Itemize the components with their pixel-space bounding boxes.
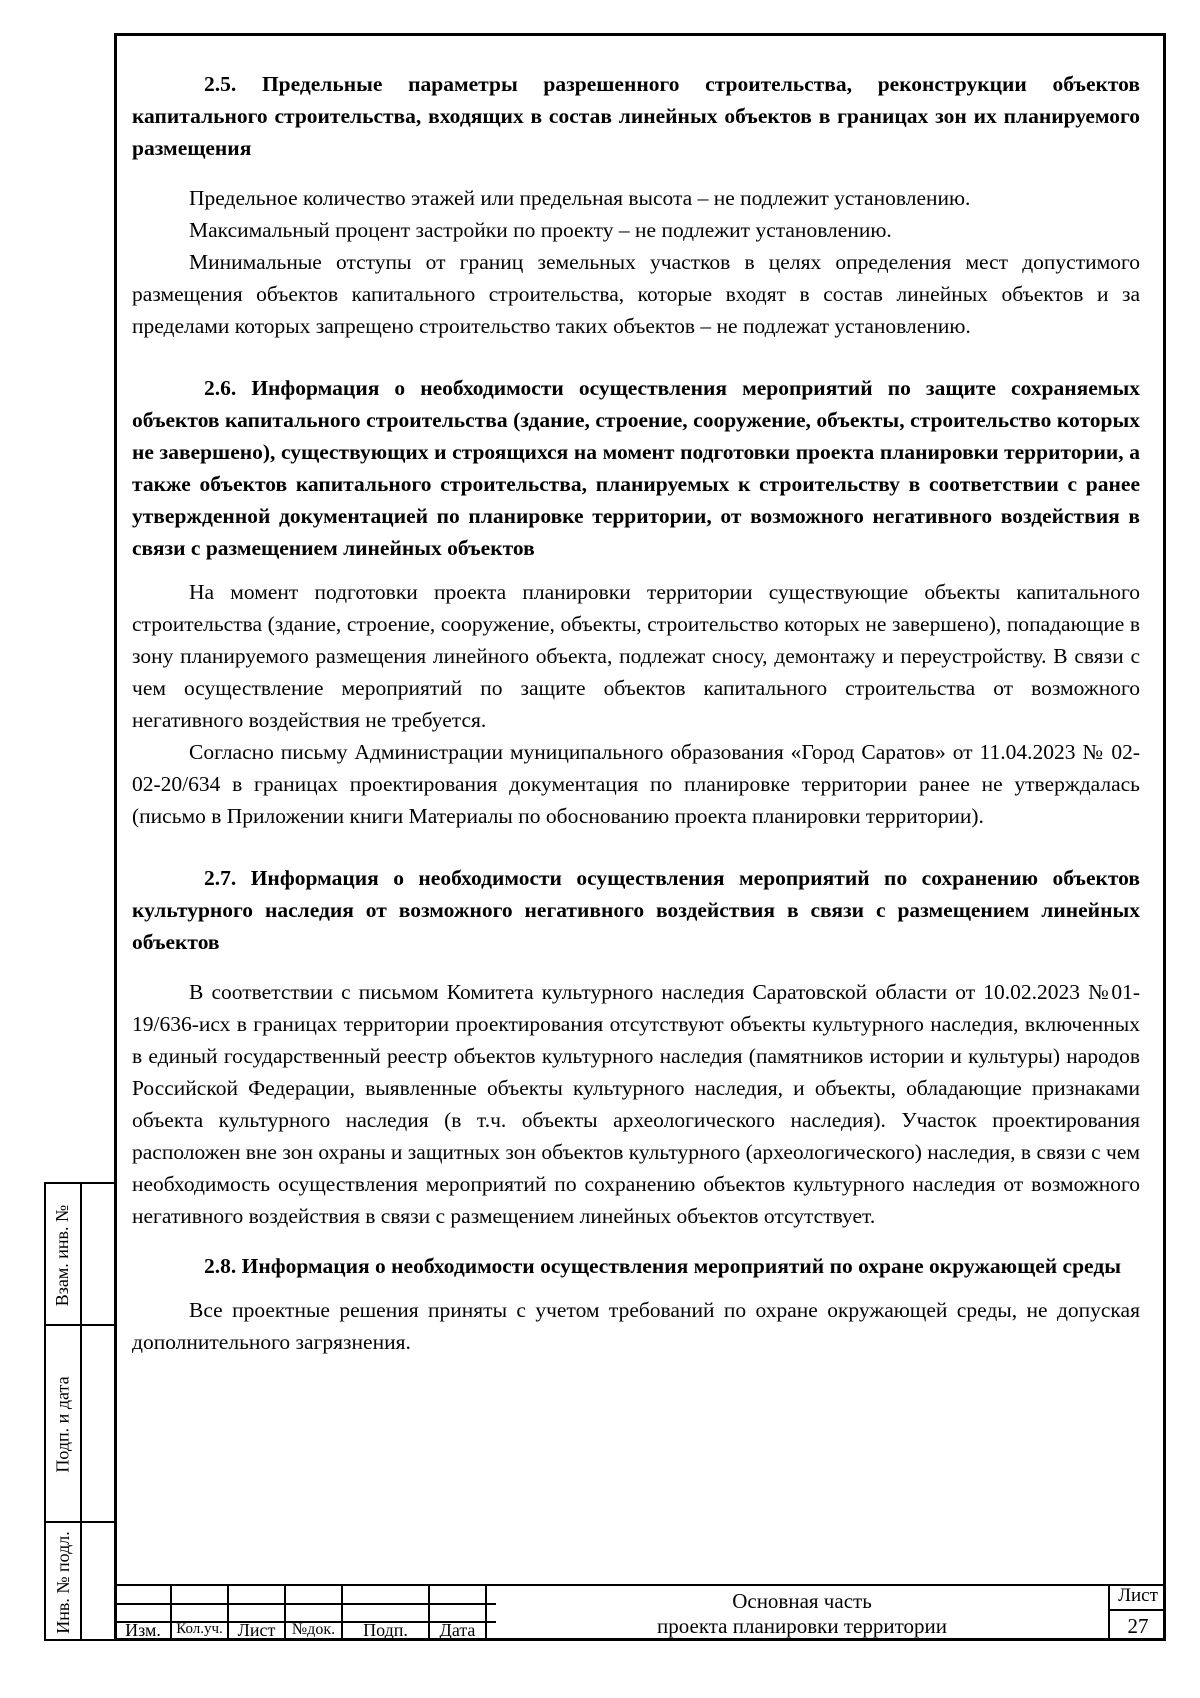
col-izm: Изм.: [125, 1620, 161, 1640]
title-line-2: проекта планировки территории: [657, 1614, 947, 1638]
document-body: [132, 68, 1140, 1358]
title-block: [114, 1584, 1166, 1641]
title-line-1: Основная часть: [732, 1589, 872, 1613]
paragraph: В соответствии с письмом Комитета культурного наследия Саратовской области от 10.02.2023 №01-19/636-исх в границах территории проектирования отсутствуют объекты культурного наследия, включенных в единый государственный реестр объектов культурного наследия (памятников истории и культуры) народов Российской Федерации, выявленные объекты культурного наследия, и объекты, обладающие признаками объекта культурного наследия (в т.ч. объекты археологического наследия). Участок проектирования расположен вне зон охраны и защитных зон объектов культурного (археологического) наследия, в связи с чем необходимость осуществления мероприятий по сохранению объектов культурного наследия от возможного негативного воздействия в связи с размещением линейных объектов отсутствует.: [132, 980, 1140, 1228]
paragraph: Минимальные отступы от границ земельных участков в целях определения мест допустимого размещения объектов капитального строительства, которые входят в состав линейных объектов и за пределами которых запрещено строительство таких объектов – не подлежат установлению.: [132, 250, 1140, 338]
side-stamp-inv: Инв. № подл.: [52, 1530, 73, 1634]
paragraph: Максимальный процент застройки по проекту – не подлежит установлению.: [189, 218, 892, 242]
paragraph: Предельное количество этажей или предельная высота – не подлежит установлению.: [189, 186, 971, 210]
side-stamp-podp: Подп. и дата: [52, 1376, 73, 1473]
sheet-label: Лист: [1118, 1585, 1158, 1606]
section-heading-2-8: 2.8. Информация о необходимости осуществления мероприятий по охране окружающей среды: [204, 1254, 1121, 1278]
title-block-line: [485, 1584, 487, 1641]
paragraph: На момент подготовки проекта планировки территории существующие объекты капитального строительства (здание, строение, сооружение, объекты, строительство которых не завершено), попадающие в зону планируемого размещения линейного объекта, подлежат сносу, демонтажу и переустройству. В связи с чем осуществление мероприятий по защите объектов капитального строительства от возможного негативного воздействия не требуется.: [132, 580, 1140, 732]
title-block-line: [114, 1584, 1166, 1586]
col-ndok: №док.: [291, 1621, 336, 1638]
col-data: Дата: [439, 1620, 476, 1640]
sheet-number: 27: [1127, 1614, 1149, 1638]
side-stamp: [44, 1182, 114, 1641]
col-list: Лист: [237, 1620, 276, 1640]
side-stamp-vzam: Взам. инв. №: [52, 1204, 73, 1306]
paragraph: Согласно письму Администрации муниципального образования «Город Саратов» от 11.04.2023 № 02-02-20/634 в границах проектирования документация по планировке территории ранее не утверждалась (письмо в Приложении книги Материалы по обоснованию проекта планировки территории).: [132, 740, 1140, 828]
col-podp: Подп.: [363, 1620, 408, 1640]
section-heading-2-6: 2.6. Информация о необходимости осуществления мероприятий по защите сохраняемых объектов капитального строительства (здание, строение, сооружение, объекты, строительство которых не завершено), существующих и строящихся на момент подготовки проекта планировки территории, а также объектов капитального строительства, планируемых к строительству в соответствии с ранее утвержденной документацией по планировке территории, от возможного негативного воздействия в связи с размещением линейных объектов: [132, 376, 1140, 560]
section-heading-2-7: 2.7. Информация о необходимости осуществления мероприятий по сохранению объектов культурного наследия от возможного негативного воздействия в связи с размещением линейных объектов: [132, 866, 1140, 954]
section-heading-2-5: 2.5. Предельные параметры разрешенного строительства, реконструкции объектов капитального строительства, входящих в состав линейных объектов в границах зон их планируемого размещения: [132, 72, 1140, 160]
title-block-line: [1108, 1609, 1166, 1611]
paragraph: Все проектные решения приняты с учетом требований по охране окружающей среды, не допуская дополнительного загрязнения.: [132, 1298, 1140, 1354]
col-kol-uch: Кол.уч.: [176, 1621, 223, 1637]
